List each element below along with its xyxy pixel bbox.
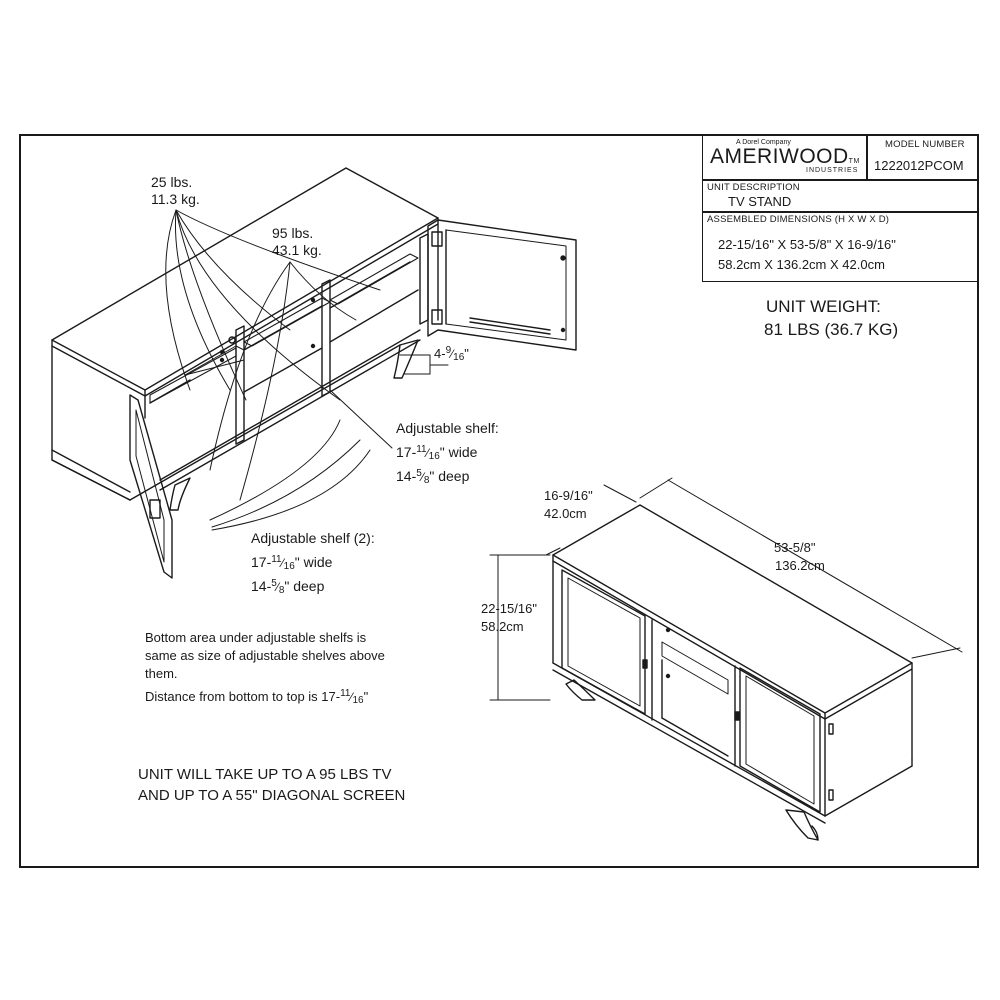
shelf2-depth-denominator: 8 <box>278 585 285 596</box>
shelf-width-suffix: " wide <box>439 444 478 460</box>
leg-height-label: 4-$^9$⁄16" <box>434 345 469 363</box>
capacity-note-line2: AND UP TO A 55" DIAGONAL SCREEN <box>138 787 406 804</box>
distance-unit: " <box>363 689 369 704</box>
unit-weight-value: 81 LBS (36.7 KG) <box>764 320 899 339</box>
shelf2-depth-suffix: " deep <box>284 578 325 594</box>
shelf-depth-denominator: 8 <box>423 475 430 486</box>
brand-logo <box>710 145 860 169</box>
shelf-load-lbs: 25 lbs. <box>151 174 193 190</box>
shelf-leader <box>330 390 392 448</box>
shelf-depth-suffix: " deep <box>429 468 470 484</box>
adjustable-shelf-2-depth: 14-$^5$⁄8" deep <box>251 578 325 596</box>
distance-note: Distance from bottom to top is 17-$^{11}$⁄16" <box>145 688 369 706</box>
model-number-label: MODEL NUMBER <box>885 139 965 150</box>
assembled-dims-label: ASSEMBLED DIMENSIONS (H X W X D) <box>707 214 890 225</box>
height-imperial: 22-15/16" <box>481 601 537 616</box>
leg-height-denominator: 16 <box>453 352 465 363</box>
distance-prefix: Distance from bottom to top is 17- <box>145 689 341 704</box>
shelf-load-kg: 11.3 kg. <box>151 191 200 207</box>
title-block-divider <box>702 179 977 181</box>
leg-height-unit: " <box>464 346 469 361</box>
depth-metric: 42.0cm <box>544 506 587 521</box>
open-tv-stand-illustration <box>52 168 576 578</box>
distance-denominator: 16 <box>352 695 364 706</box>
adjustable-shelf-depth: 14-$^5$⁄8" deep <box>396 468 470 486</box>
bottom-area-note-line2: same as size of adjustable shelves above <box>145 648 385 663</box>
shelf2-depth-whole: 14- <box>251 578 272 594</box>
assembled-dims-metric: 58.2cm X 136.2cm X 42.0cm <box>718 257 885 272</box>
shelf-depth-whole: 14- <box>396 468 417 484</box>
shelf-width-numerator: 11 <box>416 444 427 455</box>
assembled-dims-imperial: 22-15/16" X 53-5/8" X 16-9/16" <box>718 237 896 252</box>
distance-numerator: 11 <box>340 688 351 699</box>
capacity-note-line1: UNIT WILL TAKE UP TO A 95 LBS TV <box>138 766 392 783</box>
adjustable-shelf-label: Adjustable shelf: <box>396 420 499 436</box>
bottom-area-note-line3: them. <box>145 666 178 681</box>
bottom-area-note-line1: Bottom area under adjustable shelfs is <box>145 630 367 645</box>
unit-description: TV STAND <box>728 194 792 209</box>
title-block-divider <box>866 136 868 180</box>
adjustable-shelf-2-width: 17-$^{11}$⁄16" wide <box>251 554 333 572</box>
unit-weight-label: UNIT WEIGHT: <box>766 297 881 316</box>
unit-description-label: UNIT DESCRIPTION <box>707 182 800 193</box>
brand-name: AMERIWOOD <box>710 145 849 168</box>
shelf2-depth-numerator: 5 <box>271 578 277 589</box>
depth-imperial: 16-9/16" <box>544 488 593 503</box>
brand-sub: INDUSTRIES <box>806 167 859 174</box>
shelf2-width-whole: 17- <box>251 554 272 570</box>
shelf-width-denominator: 16 <box>428 451 440 462</box>
top-load-kg: 43.1 kg. <box>272 242 322 258</box>
width-metric: 136.2cm <box>775 558 825 573</box>
company-tagline: A Dorel Company <box>736 139 791 146</box>
height-metric: 58.2cm <box>481 619 524 634</box>
shelf2-width-numerator: 11 <box>271 554 282 565</box>
model-number: 1222012PCOM <box>874 158 964 173</box>
leg-height-whole: 4- <box>434 346 446 361</box>
top-load-lbs: 95 lbs. <box>272 225 314 241</box>
shelf2-width-denominator: 16 <box>283 561 295 572</box>
title-block-divider <box>702 211 977 213</box>
assembled-tv-stand-illustration <box>553 505 912 840</box>
width-imperial: 53-5/8" <box>774 540 816 555</box>
shelf-depth-numerator: 5 <box>416 468 422 479</box>
shelf-width-whole: 17- <box>396 444 417 460</box>
leg-height-numerator: 9 <box>445 345 452 356</box>
adjustable-shelf-2-label: Adjustable shelf (2): <box>251 530 375 546</box>
brand-trademark: TM <box>848 158 860 165</box>
adjustable-shelf-width: 17-$^{11}$⁄16" wide <box>396 444 478 462</box>
shelf2-width-suffix: " wide <box>294 554 333 570</box>
